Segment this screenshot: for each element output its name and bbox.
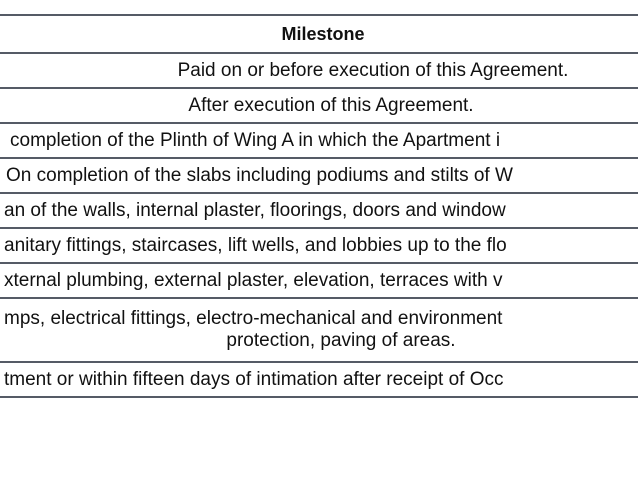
table-row [0,263,638,298]
table-row [0,88,638,123]
milestone-line-2: protection, paving of areas. [226,330,456,351]
table-row [0,362,638,397]
milestone-line-1: mps, electrical fittings, electro-mechanical and environment [4,308,503,329]
milestone-cell: On completion of the slabs including podiums and stilts of W [0,158,638,193]
table-header-row [0,15,638,53]
milestone-cell: an of the walls, internal plaster, floorings, doors and window [0,193,638,228]
table-row [0,123,638,158]
milestone-cell: xternal plumbing, external plaster, elevation, terraces with v [0,263,638,298]
milestone-cell: After execution of this Agreement. [0,88,638,123]
table-row [0,228,638,263]
milestone-cell [0,298,638,362]
milestone-cell: Paid on or before execution of this Agreement. [0,53,638,88]
milestone-cell: completion of the Plinth of Wing A in which the Apartment i [0,123,638,158]
table-row [0,193,638,228]
milestone-cell: anitary fittings, staircases, lift wells, and lobbies up to the flo [0,228,638,263]
milestone-cell: tment or within fifteen days of intimation after receipt of Occ [0,362,638,397]
milestone-column-header: Milestone [0,15,638,53]
table-row [0,298,638,362]
table-row [0,53,638,88]
milestone-table [0,14,638,398]
table-row [0,158,638,193]
